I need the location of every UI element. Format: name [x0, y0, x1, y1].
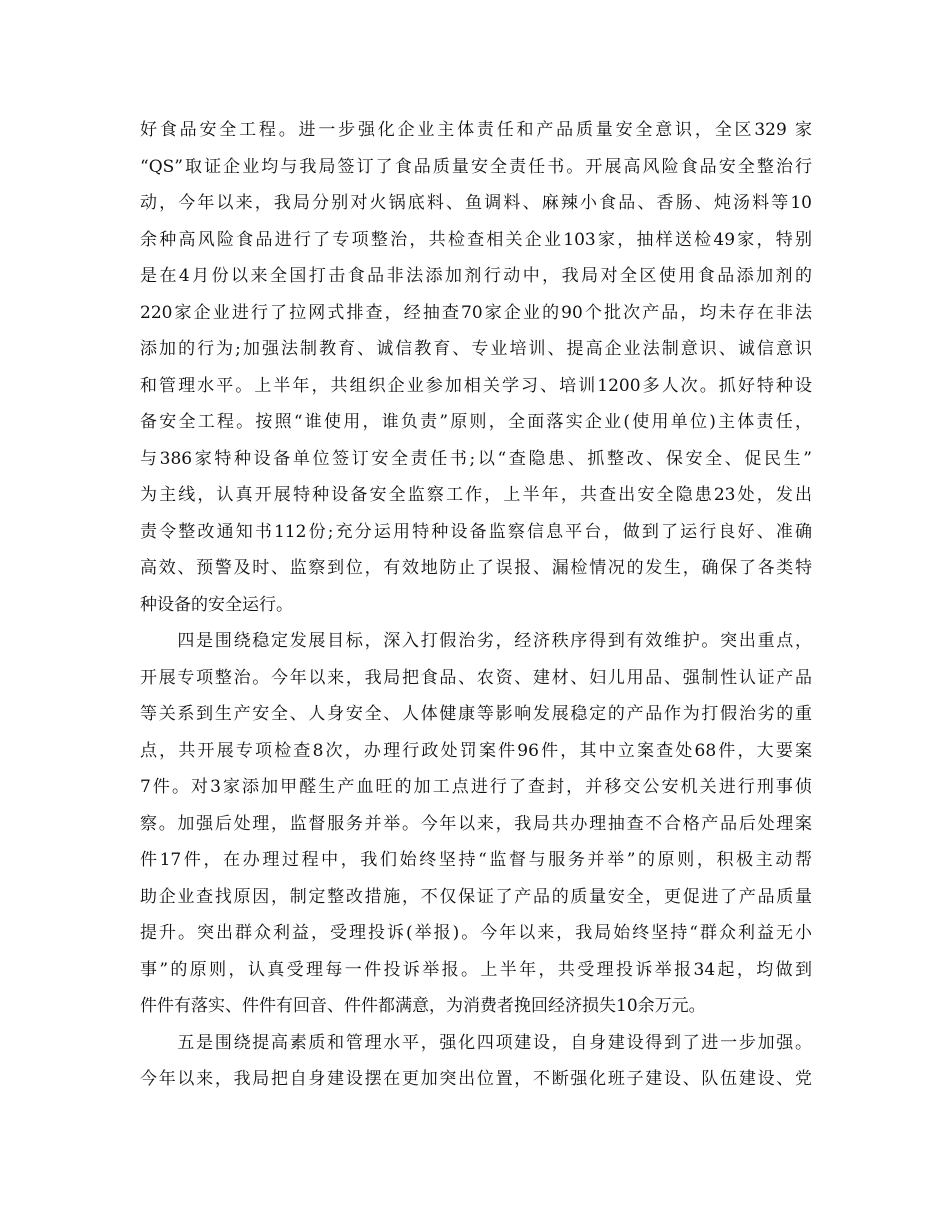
text-line: 7件。对3家添加甲醛生产血旺的加工点进行了查封，并移交公安机关进行刑事侦	[140, 777, 812, 797]
text-line: 添加的行为;加强法制教育、诚信教育、专业培训、提高企业法制意识、诚信意识	[140, 339, 812, 359]
text-line: 与386家特种设备单位签订安全责任书;以“查隐患、抓整改、保安全、促民生”	[140, 448, 812, 469]
paragraph-last-line: 件件有落实、件件有回音、件件都满意，为消费者挽回经济损失10余万元。	[140, 996, 706, 1016]
text-line: 责令整改通知书112份;充分运用特种设备监察信息平台，做到了运行良好、准确	[140, 521, 812, 542]
document-body	[140, 112, 812, 1098]
text-line: 开展专项整治。今年以来，我局把食品、农资、建材、妇儿用品、强制性认证产品	[140, 667, 812, 688]
text-line: 高效、预警及时、监察到位，有效地防止了误报、漏检情况的发生，确保了各类特	[140, 558, 812, 578]
text-line: 和管理水平。上半年，共组织企业参加相关学习、培训1200多人次。抓好特种设	[140, 375, 812, 396]
text-line: 备安全工程。按照“谁使用，谁负责”原则，全面落实企业(使用单位)主体责任，	[140, 412, 812, 432]
text-line: 等关系到生产安全、人身安全、人体健康等影响发展稳定的产品作为打假治劣的重	[140, 704, 812, 724]
text-line: 余种高风险食品进行了专项整治，共检查相关企业103家，抽样送检49家，特别	[140, 229, 812, 250]
text-line: 件17件，在办理过程中，我们始终坚持“监督与服务并举”的原则，积极主动帮	[140, 850, 812, 870]
text-line: 助企业查找原因，制定整改措施，不仅保证了产品的质量安全，更促进了产品质量	[140, 886, 812, 907]
paragraph-first-line: 五是围绕提高素质和管理水平，强化四项建设，自身建设得到了进一步加强。	[140, 1032, 812, 1053]
text-line: “QS”取证企业均与我局签订了食品质量安全责任书。开展高风险食品安全整治行	[140, 156, 812, 177]
text-line: 点，共开展专项检查8次，办理行政处罚案件96件，其中立案查处68件，大要案	[140, 740, 812, 761]
text-line: 动，今年以来，我局分别对火锅底料、鱼调料、麻辣小食品、香肠、炖汤料等10	[140, 193, 812, 213]
paragraph-first-line: 四是围绕稳定发展目标，深入打假治劣，经济秩序得到有效维护。突出重点，	[140, 631, 812, 651]
paragraph-last-line: 种设备的安全运行。	[140, 594, 293, 615]
text-line: 察。加强后处理，监督服务并举。今年以来，我局共办理抽查不合格产品后处理案	[140, 813, 812, 834]
text-line: 220家企业进行了拉网式排查，经抽查70家企业的90个批次产品，均未存在非法	[140, 302, 812, 323]
text-line: 好食品安全工程。进一步强化企业主体责任和产品质量安全意识，全区329 家	[140, 120, 812, 140]
text-line: 今年以来，我局把自身建设摆在更加突出位置，不断强化班子建设、队伍建设、党	[140, 1069, 812, 1089]
text-line: 提升。突出群众利益，受理投诉(举报)。今年以来，我局始终坚持“群众利益无小	[140, 923, 812, 943]
text-line: 为主线，认真开展特种设备安全监察工作，上半年，共查出安全隐患23处，发出	[140, 485, 812, 505]
text-line: 事”的原则，认真受理每一件投诉举报。上半年，共受理投诉举报34起，均做到	[140, 959, 812, 980]
text-line: 是在4月份以来全国打击食品非法添加剂行动中，我局对全区使用食品添加剂的	[140, 266, 812, 286]
